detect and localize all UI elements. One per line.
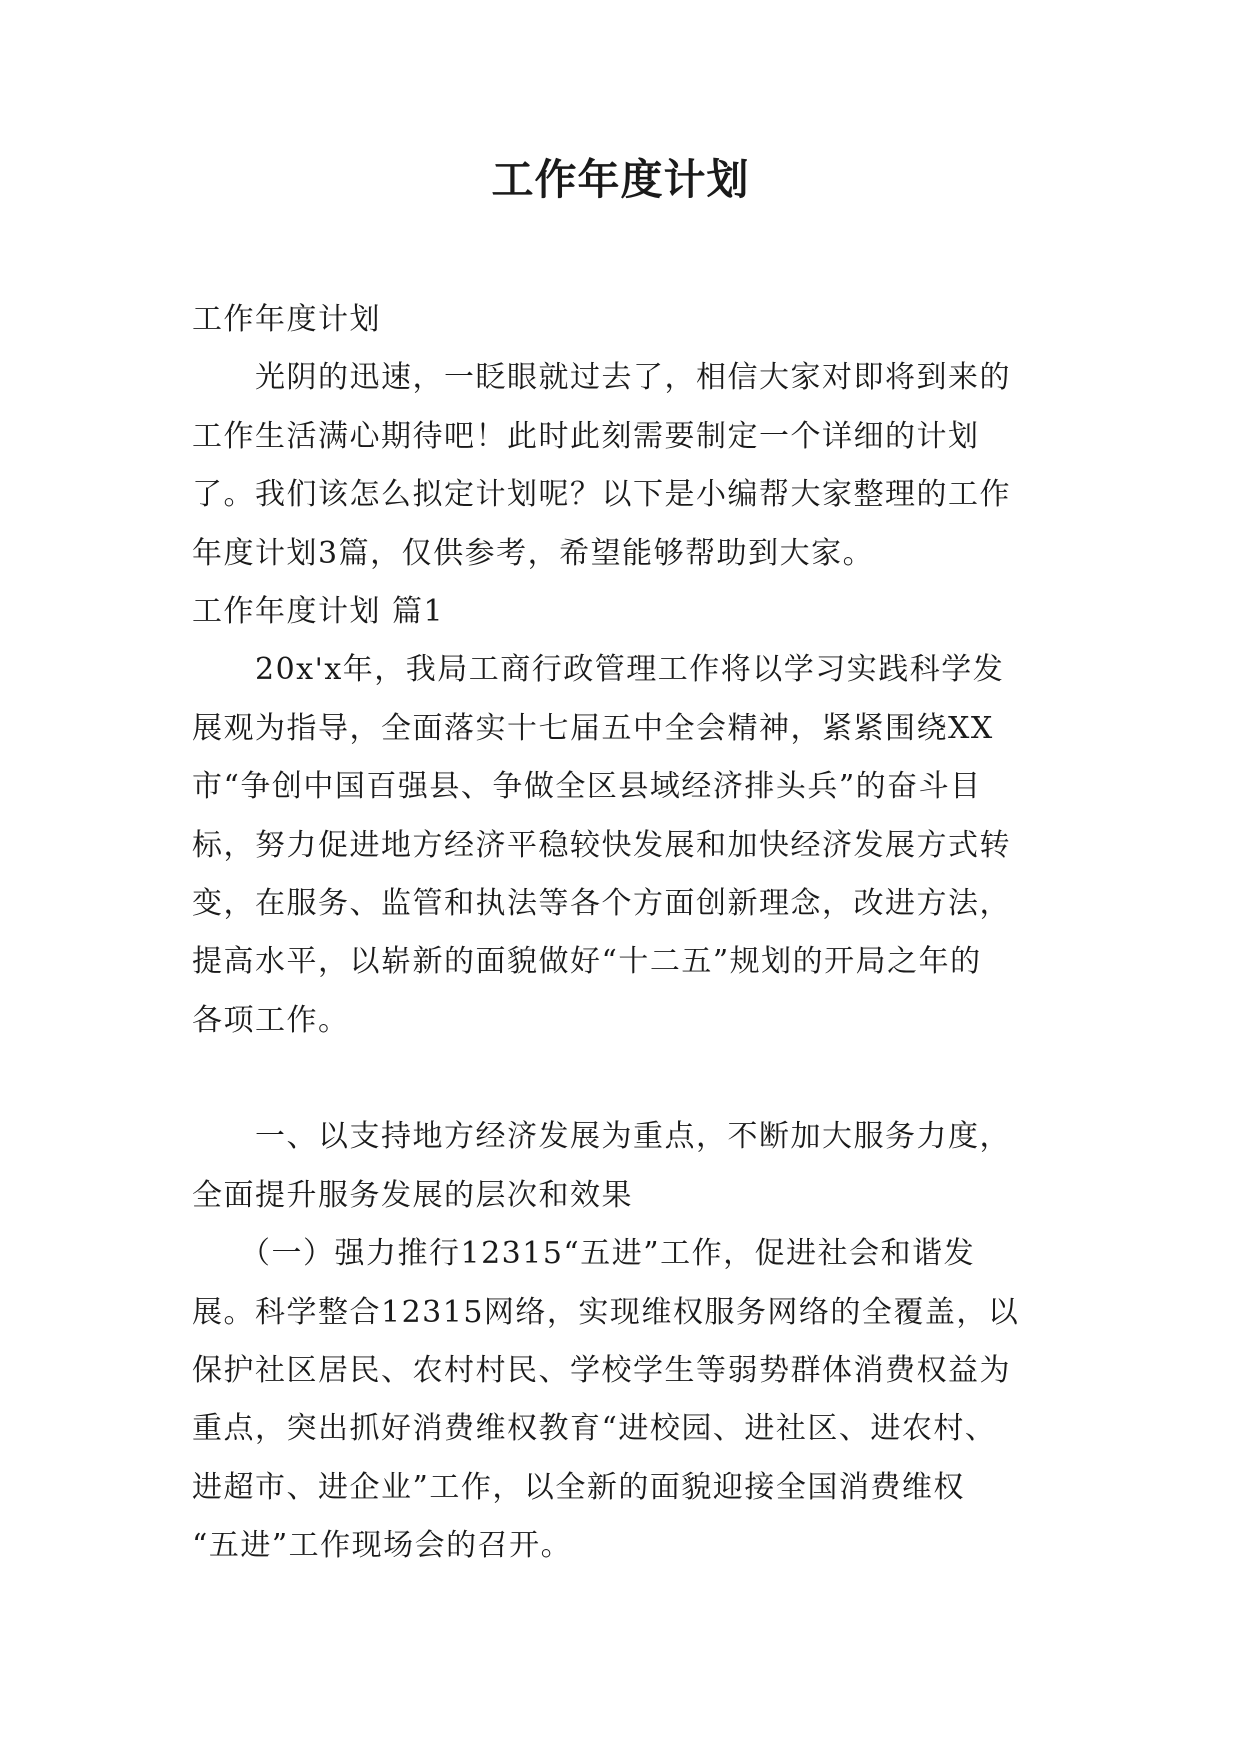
section-paragraph-line: 市“争创中国百强县、争做全区县域经济排头兵”的奋斗目 (192, 769, 982, 805)
point-heading-line: 全面提升服务发展的层次和效果 (192, 1177, 633, 1213)
blank-line (192, 1050, 1072, 1108)
section-paragraph-line: 提高水平，以崭新的面貌做好“十二五”规划的开局之年的 (192, 944, 982, 980)
point-heading-line: 一、以支持地方经济发展为重点，不断加大服务力度， (192, 1119, 1011, 1155)
point-paragraph-line: 保护社区居民、农村村民、学校学生等弱势群体消费权益为 (192, 1353, 1011, 1389)
section-heading: 工作年度计划 篇1 (192, 593, 445, 629)
point-paragraph-line: （一）强力推行12315“五进”工作，促进社会和谐发 (192, 1236, 976, 1272)
document-body (192, 291, 1072, 1576)
intro-paragraph-line: 了。我们该怎么拟定计划呢？以下是小编帮大家整理的工作 (192, 477, 1011, 513)
document-title: 工作年度计划 (491, 155, 750, 204)
section-paragraph-line: 展观为指导，全面落实十七届五中全会精神，紧紧围绕XX (192, 710, 994, 746)
point-paragraph-line: 重点，突出抓好消费维权教育“进校园、进社区、进农村、 (192, 1411, 997, 1447)
point-paragraph-line: 展。科学整合12315网络，实现维权服务网络的全覆盖，以 (192, 1294, 1020, 1330)
intro-paragraph-line: 年度计划3篇，仅供参考，希望能够帮助到大家。 (192, 535, 875, 571)
point-paragraph-line: 进超市、进企业”工作，以全新的面貌迎接全国消费维权 (192, 1469, 965, 1505)
section-paragraph-line: 标，努力促进地方经济平稳较快发展和加快经济发展方式转 (192, 827, 1011, 863)
section-paragraph-line: 20x'x年，我局工商行政管理工作将以学习实践科学发 (192, 652, 1005, 688)
section-paragraph-line: 各项工作。 (192, 1002, 350, 1038)
intro-paragraph-line: 工作生活满心期待吧！此时此刻需要制定一个详细的计划 (192, 418, 980, 454)
point-paragraph-line: “五进”工作现场会的召开。 (192, 1528, 573, 1564)
subtitle-line: 工作年度计划 (192, 302, 381, 337)
intro-paragraph-line: 光阴的迅速，一眨眼就过去了，相信大家对即将到来的 (192, 360, 1011, 396)
section-paragraph-line: 变，在服务、监管和执法等各个方面创新理念，改进方法， (192, 885, 1011, 921)
